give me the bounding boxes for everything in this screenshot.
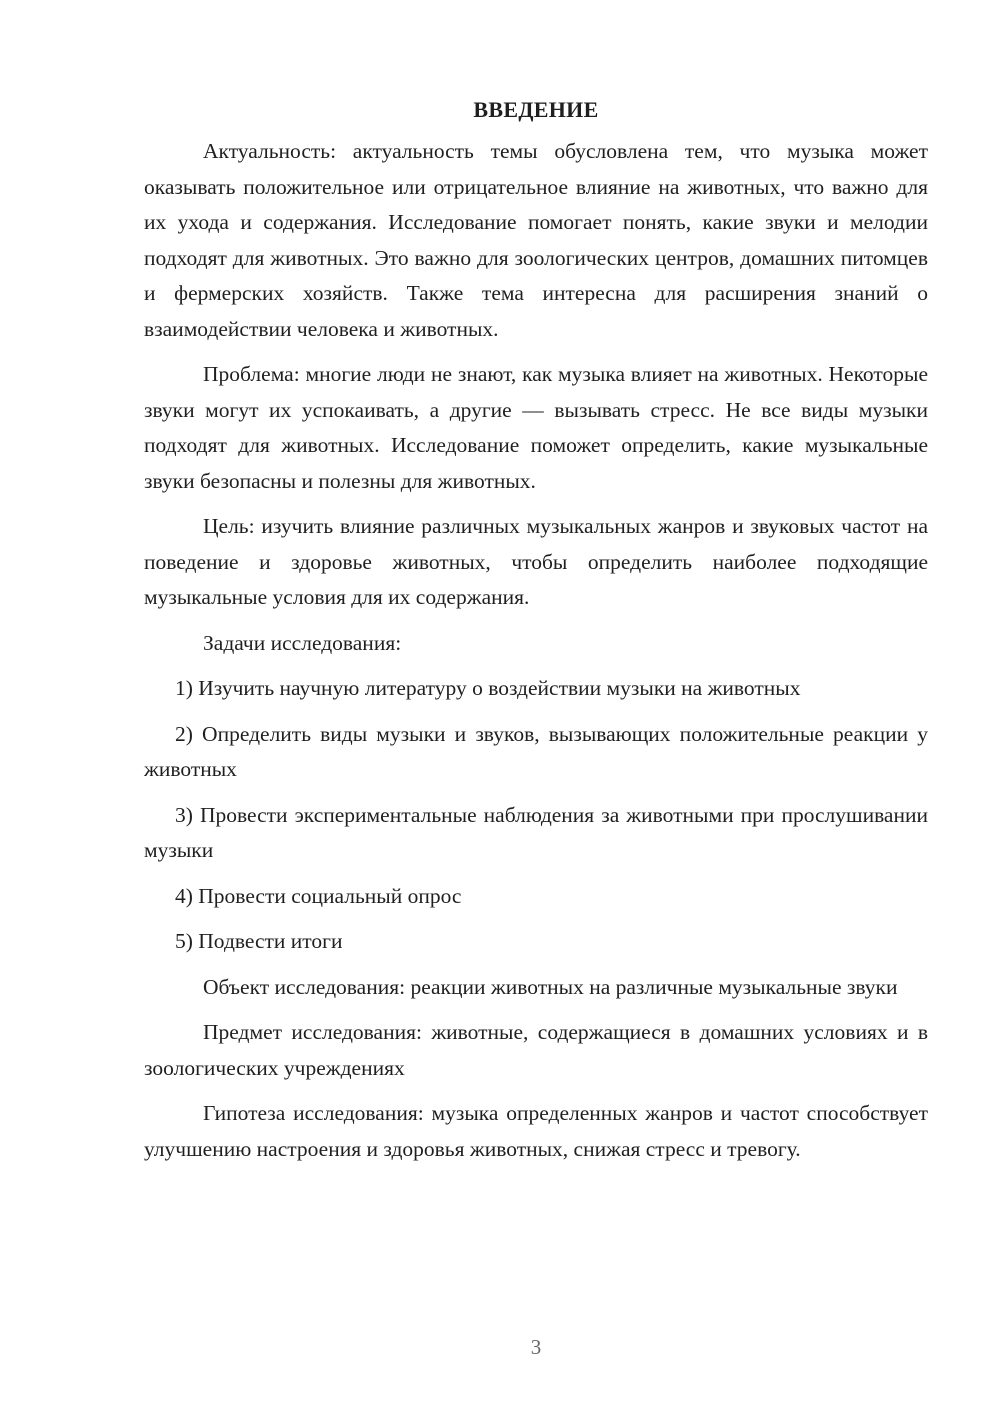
- goal-paragraph: Цель: изучить влияние различных музыкальных жанров и звуковых частот на поведение и здоровье животных, чтобы определить наиболее подходящие музыкальные условия для их содержания.: [144, 514, 928, 609]
- object-paragraph: Объект исследования: реакции животных на различные музыкальные звуки: [203, 974, 898, 999]
- page-number: 3: [530, 1335, 542, 1359]
- task-item: 2) Определить виды музыки и звуков, вызывающих положительные реакции у животных: [144, 721, 928, 781]
- task-item: 5) Подвести итоги: [175, 929, 343, 953]
- document-page: [144, 90, 928, 1167]
- hypothesis-paragraph: Гипотеза исследования: музыка определенных жанров и частот способствует улучшению настроения и здоровья животных, снижая стресс и тревогу.: [144, 1101, 928, 1161]
- task-item: 3) Провести экспериментальные наблюдения за животными при прослушивании музыки: [144, 802, 928, 862]
- problem-paragraph: Проблема: многие люди не знают, как музыка влияет на животных. Некоторые звуки могут их успокаивать, а другие — вызывать стресс. Не все виды музыки подходят для животных. Исследование поможет определить, какие музыкальные звуки безопасны и полезны для животных.: [144, 362, 928, 493]
- task-item: 1) Изучить научную литературу о воздействии музыки на животных: [175, 676, 801, 700]
- subject-paragraph: Предмет исследования: животные, содержащиеся в домашних условиях и в зоологических учреждениях: [144, 1020, 928, 1080]
- task-item: 4) Провести социальный опрос: [175, 883, 462, 908]
- relevance-paragraph: Актуальность: актуальность темы обусловлена тем, что музыка может оказывать положительное или отрицательное влияние на животных, что важно для их ухода и содержания. Исследование помогает понять, какие звуки и мелодии подходят для животных. Это важно для зоологических центров, домашних питомцев и фермерских хозяйств. Также тема интересна для расширения знаний о взаимодействии человека и животных.: [144, 139, 928, 341]
- page-title: ВВЕДЕНИЕ: [473, 97, 599, 122]
- tasks-title: Задачи исследования:: [203, 630, 402, 655]
